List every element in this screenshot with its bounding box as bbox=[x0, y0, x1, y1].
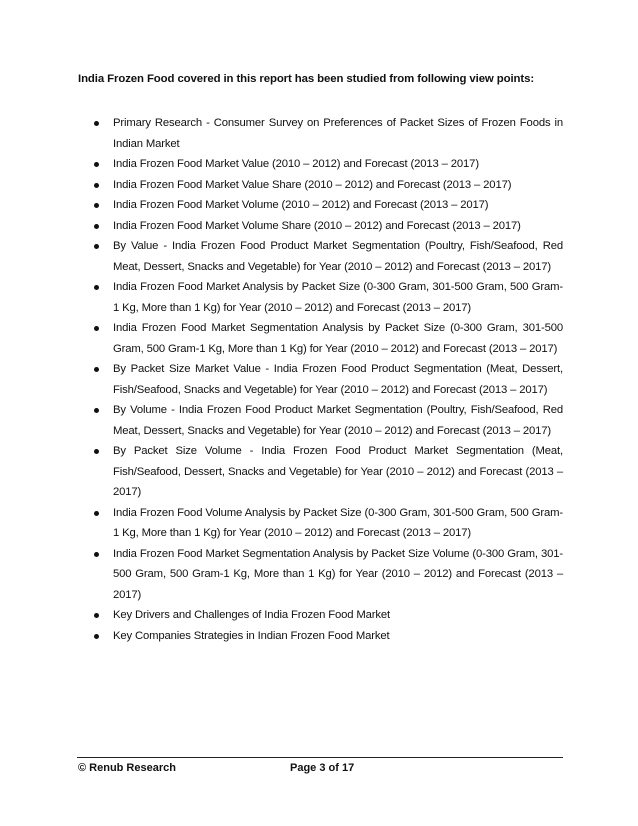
list-item: India Frozen Food Market Segmentation Analysis by Packet Size (0-300 Gram, 301-500 Gram, 500 Gram-1 Kg, More than 1 Kg) for Year (2010 – 2012) and Forecast (2013 – 2017) bbox=[92, 318, 563, 359]
viewpoints-list bbox=[92, 113, 563, 646]
list-item: Key Companies Strategies in Indian Frozen Food Market bbox=[92, 626, 563, 647]
list-item: By Packet Size Market Value - India Frozen Food Product Segmentation (Meat, Dessert, Fish/Seafood, Snacks and Vegetable) for Year (2010 – 2012) and Forecast (2013 – 2017) bbox=[92, 359, 563, 400]
footer-copyright: © Renub Research bbox=[78, 762, 176, 774]
list-item: By Value - India Frozen Food Product Market Segmentation (Poultry, Fish/Seafood, Red Meat, Dessert, Snacks and Vegetable) for Year (2010 – 2012) and Forecast (2013 – 2017) bbox=[92, 236, 563, 277]
list-item: India Frozen Food Market Volume Share (2010 – 2012) and Forecast (2013 – 2017) bbox=[92, 216, 563, 237]
list-item: India Frozen Food Market Segmentation Analysis by Packet Size Volume (0-300 Gram, 301-500 Gram, 500 Gram-1 Kg, More than 1 Kg) for Year (2010 – 2012) and Forecast (2013 – 2017) bbox=[92, 544, 563, 606]
list-item: India Frozen Food Volume Analysis by Packet Size (0-300 Gram, 301-500 Gram, 500 Gram-1 Kg, More than 1 Kg) for Year (2010 – 2012) and Forecast (2013 – 2017) bbox=[92, 503, 563, 544]
footer-divider bbox=[77, 757, 563, 758]
list-item: India Frozen Food Market Value Share (2010 – 2012) and Forecast (2013 – 2017) bbox=[92, 175, 563, 196]
page-number: Page 3 of 17 bbox=[290, 762, 355, 774]
list-item: Primary Research - Consumer Survey on Preferences of Packet Sizes of Frozen Foods in Indian Market bbox=[92, 113, 563, 154]
list-item: India Frozen Food Market Value (2010 – 2012) and Forecast (2013 – 2017) bbox=[92, 154, 563, 175]
list-item: India Frozen Food Market Analysis by Packet Size (0-300 Gram, 301-500 Gram, 500 Gram-1 Kg, More than 1 Kg) for Year (2010 – 2012) and Forecast (2013 – 2017) bbox=[92, 277, 563, 318]
section-heading: India Frozen Food covered in this report has been studied from following view points: bbox=[78, 73, 535, 85]
list-item: By Volume - India Frozen Food Product Market Segmentation (Poultry, Fish/Seafood, Red Meat, Dessert, Snacks and Vegetable) for Year (2010 – 2012) and Forecast (2013 – 2017) bbox=[92, 400, 563, 441]
list-item: Key Drivers and Challenges of India Frozen Food Market bbox=[92, 605, 563, 626]
list-item: India Frozen Food Market Volume (2010 – 2012) and Forecast (2013 – 2017) bbox=[92, 195, 563, 216]
list-item: By Packet Size Volume - India Frozen Food Product Market Segmentation (Meat, Fish/Seafood, Dessert, Snacks and Vegetable) for Year (2010 – 2012) and Forecast (2013 – 2017) bbox=[92, 441, 563, 503]
